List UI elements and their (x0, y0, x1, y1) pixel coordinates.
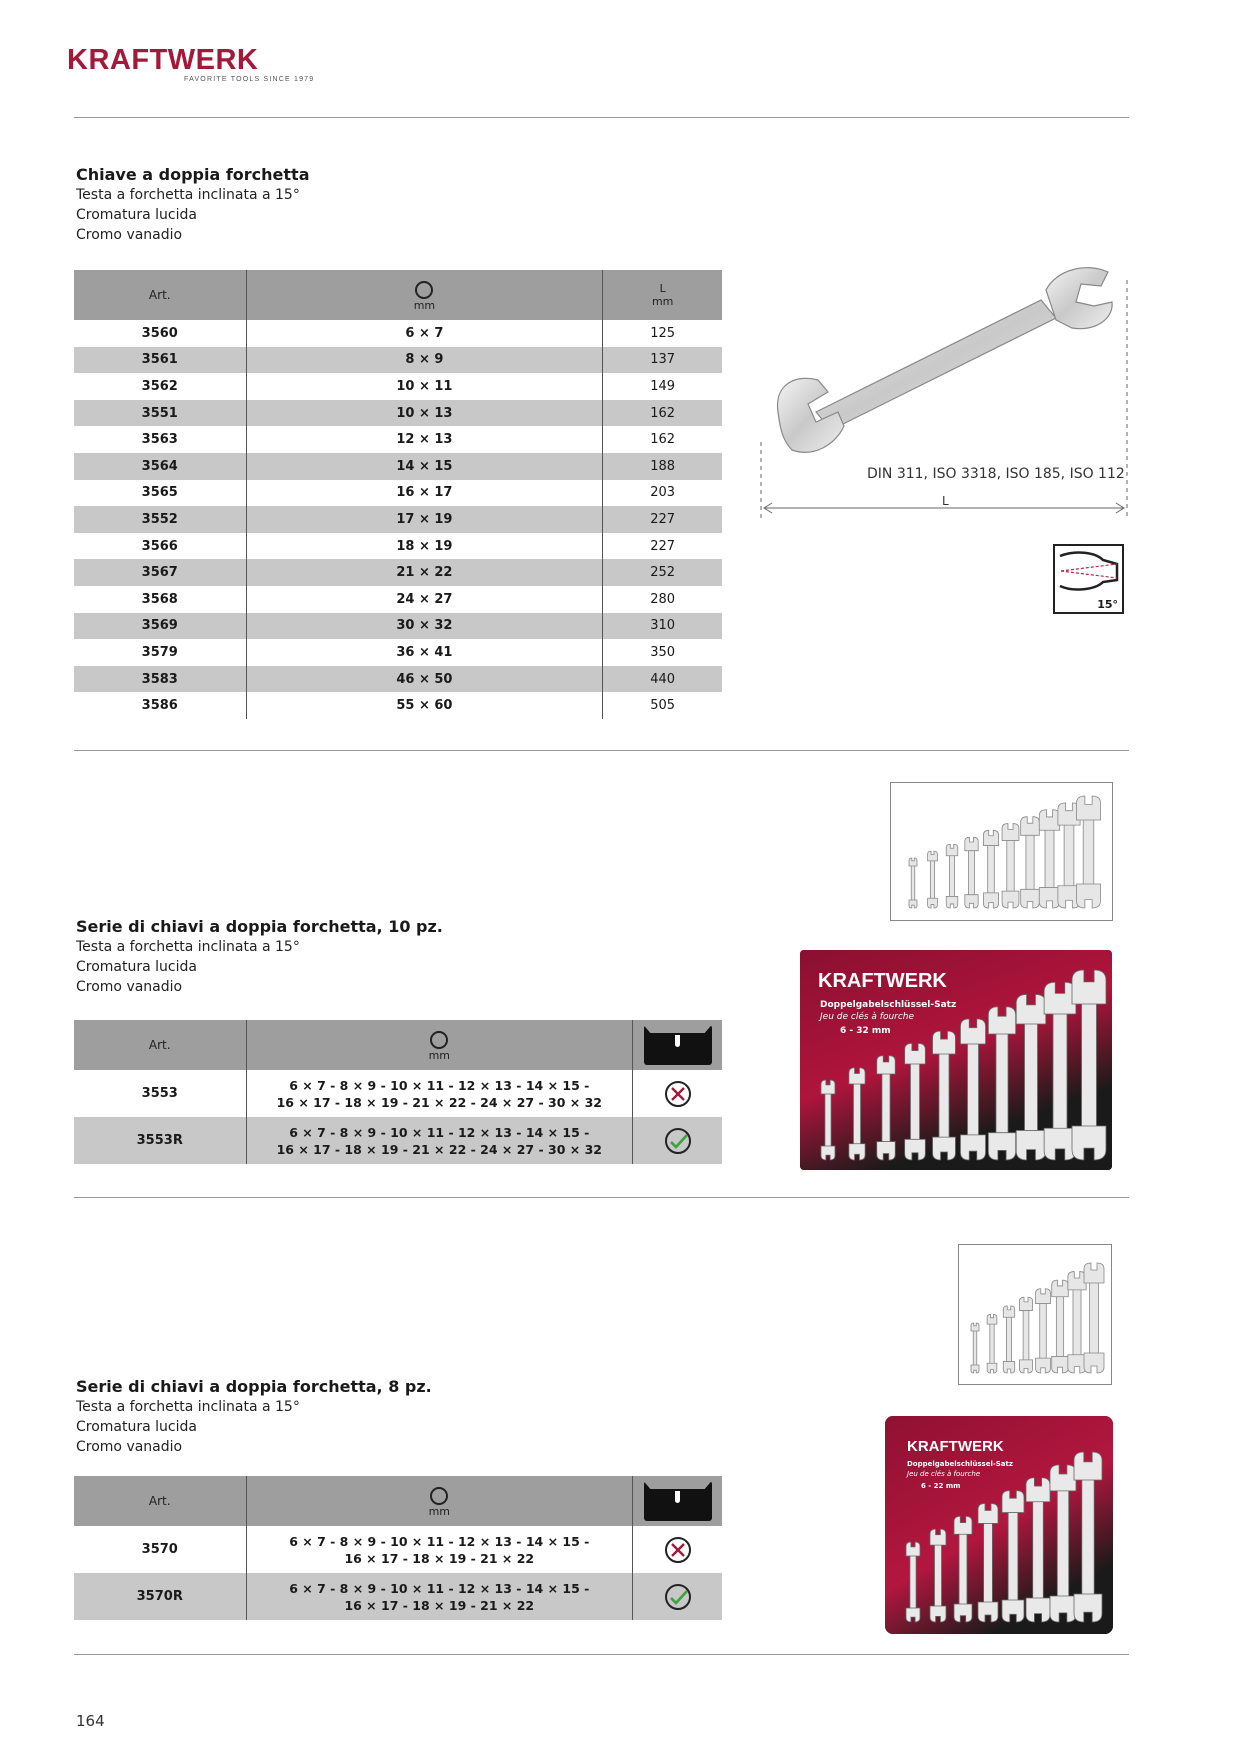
col-header-art: Art. (74, 270, 246, 320)
wrench-icon (978, 1503, 998, 1622)
table-row (74, 373, 722, 400)
brand-tagline: FAVORITE TOOLS SINCE 1979 (184, 76, 315, 83)
art-number: 3551 (74, 400, 246, 427)
wrench-length: 310 (603, 613, 722, 640)
wrench-icon (988, 1007, 1015, 1160)
wrench-icon (909, 858, 917, 908)
set-10-table (74, 1020, 722, 1164)
check-mark-icon (665, 1128, 691, 1154)
wrench-length: 162 (603, 400, 722, 427)
col-header-length (603, 270, 722, 320)
length-label: L (659, 282, 666, 295)
wrench-icon (965, 837, 978, 908)
section-title: Chiave a doppia forchetta (76, 165, 310, 184)
size-list (246, 1526, 633, 1573)
set-8-table (74, 1476, 722, 1620)
art-number: 3563 (141, 432, 178, 448)
wrench-icon (1019, 1297, 1032, 1373)
description-line: Cromo vanadio (76, 227, 183, 243)
art-number: 3553R (74, 1117, 246, 1164)
table-row (74, 666, 722, 693)
product-photo-roll-pouch (800, 950, 1112, 1170)
table-row (74, 533, 722, 560)
description-line: Testa a forchetta inclinata a 15° (76, 939, 300, 955)
wrench-icon (946, 844, 958, 908)
col-header-size (246, 1476, 633, 1526)
wrench-icon (1002, 824, 1019, 908)
wrench-icon (1036, 1289, 1051, 1373)
wrench-icon (1003, 1306, 1014, 1373)
size-list-line: 6 × 7 - 8 × 9 - 10 × 11 - 12 × 13 - 14 × 15 - (289, 1580, 590, 1596)
cross-mark-icon (665, 1537, 691, 1563)
art-number: 3568 (141, 591, 178, 607)
angle-label: 15° (1097, 598, 1118, 611)
wrench-size: 8 × 9 (246, 347, 603, 374)
length-unit: mm (651, 295, 674, 308)
wrench-icon (930, 1529, 946, 1622)
wrench-length: 188 (603, 453, 722, 480)
wrench-icon (906, 1542, 920, 1622)
wrench-size: 36 × 41 (246, 639, 603, 666)
table-row (74, 480, 722, 507)
wrench-icon (1077, 796, 1101, 908)
wrench-size: 10 × 11 (246, 373, 603, 400)
wrench-size: 17 × 19 (246, 506, 603, 533)
wrench-icon (1074, 1452, 1102, 1622)
wrench-length: 227 (603, 533, 722, 560)
table-row (74, 1573, 722, 1620)
wrench-length: 125 (603, 320, 722, 347)
table-row (74, 1526, 722, 1573)
table-row (74, 320, 722, 347)
wrench-icon (987, 1314, 997, 1373)
art-number: 3570 (141, 1542, 178, 1557)
table-row (74, 1117, 722, 1164)
col-header-art: Art. (74, 1476, 246, 1526)
art-number: 3561 (74, 347, 246, 374)
table-row (74, 400, 722, 427)
col-header-size (246, 270, 603, 320)
wrench-size: 30 × 32 (246, 613, 603, 640)
wrench-icon (933, 1031, 956, 1160)
roll-availability (633, 1526, 722, 1573)
open-end-size-icon (430, 1031, 448, 1049)
art-number: 3567 (74, 559, 246, 586)
art-number: 3560 (141, 325, 178, 341)
table-row (74, 426, 722, 453)
wrench-icon (1068, 1272, 1086, 1373)
pouch-subtitle: Jeu de clés à fourche (820, 1012, 915, 1022)
table-row (74, 586, 722, 613)
angle-15-icon (1053, 544, 1124, 614)
wrench-icon (1072, 970, 1106, 1160)
divider (74, 1197, 1129, 1198)
wrench-size: 12 × 13 (246, 426, 603, 453)
size-list-line: 16 × 17 - 18 × 19 - 21 × 22 - 24 × 27 - 30 × 32 (276, 1141, 602, 1157)
wrench-length: 280 (603, 586, 722, 613)
size-list-line: 16 × 17 - 18 × 19 - 21 × 22 (344, 1550, 535, 1566)
description-line: Cromo vanadio (76, 1439, 183, 1455)
size-unit: mm (413, 298, 436, 312)
pouch-brand: KRAFTWERK (907, 1438, 1004, 1455)
col-header-roll (633, 1476, 722, 1526)
description-line: Cromatura lucida (76, 207, 197, 223)
brand-name: KRAFTWERK (67, 44, 259, 76)
section-title: Serie di chiavi a doppia forchetta, 8 pz. (76, 1377, 432, 1396)
wrench-size: 21 × 22 (246, 559, 603, 586)
wrench-size: 14 × 15 (246, 453, 603, 480)
wrench-icon (849, 1068, 865, 1160)
open-end-size-icon (430, 1487, 448, 1505)
wrench-size: 46 × 50 (246, 666, 603, 693)
art-number: 3570R (74, 1573, 246, 1620)
wrench-size: 6 × 7 (246, 320, 603, 347)
col-header-size (246, 1020, 633, 1070)
open-end-size-icon (415, 281, 433, 299)
section-title: Serie di chiavi a doppia forchetta, 10 pz. (76, 917, 443, 936)
pouch-range: 6 - 22 mm (921, 1482, 961, 1490)
roll-availability (633, 1117, 722, 1164)
table-row (74, 559, 722, 586)
art-number: 3583 (74, 666, 246, 693)
size-unit: mm (428, 1048, 450, 1062)
wrench-icon (983, 830, 998, 908)
description-line: Cromatura lucida (76, 1419, 197, 1435)
wrench-illustration (756, 262, 1136, 524)
wrench-size: 16 × 17 (246, 480, 603, 507)
description-line: Cromatura lucida (76, 959, 197, 975)
table-row (74, 639, 722, 666)
wrench-table (74, 270, 722, 719)
art-number: 3552 (74, 506, 246, 533)
divider (74, 750, 1129, 751)
product-photo-roll-pouch (885, 1416, 1113, 1634)
wrench-length: 227 (603, 506, 722, 533)
wrench-length: 440 (603, 666, 722, 693)
wrench-length: 252 (603, 559, 722, 586)
wrench-size: 55 × 60 (246, 692, 603, 719)
wrench-icon (971, 1323, 979, 1373)
size-list-line: 16 × 17 - 18 × 19 - 21 × 22 - 24 × 27 - 30 × 32 (276, 1094, 602, 1110)
art-number: 3564 (74, 453, 246, 480)
wrench-length: 203 (603, 480, 722, 507)
wrench-icon (954, 1516, 972, 1622)
divider (74, 1654, 1129, 1655)
divider (74, 117, 1129, 118)
product-photo-wrench-set (890, 782, 1113, 921)
wrench-icon (821, 1080, 835, 1160)
pouch-title: Doppelgabelschlüssel-Satz (820, 1000, 957, 1010)
pouch-title: Doppelgabelschlüssel-Satz (907, 1460, 1013, 1468)
roll-pouch-icon (644, 1481, 712, 1521)
section-description (76, 185, 300, 245)
pouch-range: 6 - 32 mm (840, 1026, 891, 1036)
roll-pouch-icon (644, 1025, 712, 1065)
wrench-icon (1084, 1263, 1104, 1373)
wrench-icon (1039, 810, 1059, 908)
wrench-size: 24 × 27 (246, 586, 603, 613)
size-list-line: 16 × 17 - 18 × 19 - 21 × 22 (344, 1597, 535, 1613)
product-photo-wrench-set (958, 1244, 1112, 1385)
wrench-icon (960, 1019, 985, 1160)
wrench-length: 162 (603, 426, 722, 453)
col-header-roll (633, 1020, 722, 1070)
size-list (246, 1070, 633, 1117)
wrench-icon (1002, 1491, 1024, 1622)
art-number: 3553 (141, 1086, 178, 1101)
dimension-label: L (942, 494, 949, 508)
description-line: Cromo vanadio (76, 979, 183, 995)
col-header-art: Art. (74, 1020, 246, 1070)
art-number: 3569 (74, 613, 246, 640)
size-unit: mm (428, 1504, 450, 1518)
wrench-icon (1044, 982, 1076, 1160)
art-number: 3586 (141, 698, 178, 714)
section-description (76, 1397, 300, 1457)
wrench-icon (1026, 1478, 1050, 1622)
table-row (74, 692, 722, 719)
wrench-length: 137 (603, 347, 722, 374)
pouch-subtitle: Jeu de clés à fourche (907, 1470, 981, 1478)
description-line: Testa a forchetta inclinata a 15° (76, 1399, 300, 1415)
wrench-size: 10 × 13 (246, 400, 603, 427)
wrench-length: 505 (603, 692, 722, 719)
roll-availability (633, 1573, 722, 1620)
pouch-brand: KRAFTWERK (818, 970, 947, 992)
art-number: 3565 (141, 485, 178, 501)
roll-availability (633, 1070, 722, 1117)
wrench-icon (928, 851, 938, 908)
wrench-length: 149 (603, 373, 722, 400)
brand-logo (67, 44, 317, 90)
wrench-icon (905, 1043, 926, 1160)
cross-mark-icon (665, 1081, 691, 1107)
wrench-icon (1052, 1280, 1069, 1373)
description-line: Testa a forchetta inclinata a 15° (76, 187, 300, 203)
size-list (246, 1573, 633, 1620)
size-list-line: 6 × 7 - 8 × 9 - 10 × 11 - 12 × 13 - 14 × 15 - (289, 1077, 590, 1093)
size-list-line: 6 × 7 - 8 × 9 - 10 × 11 - 12 × 13 - 14 × 15 - (289, 1124, 590, 1140)
table-row (74, 506, 722, 533)
wrench-size: 18 × 19 (246, 533, 603, 560)
page-number: 164 (76, 1712, 105, 1730)
table-row (74, 613, 722, 640)
art-number: 3579 (141, 644, 178, 660)
size-list (246, 1117, 633, 1164)
table-row (74, 1070, 722, 1117)
wrench-icon (1021, 817, 1040, 908)
section-description (76, 937, 300, 997)
table-row (74, 453, 722, 480)
check-mark-icon (665, 1584, 691, 1610)
wrench-icon (877, 1056, 895, 1160)
size-list-line: 6 × 7 - 8 × 9 - 10 × 11 - 12 × 13 - 14 × 15 - (289, 1533, 590, 1549)
standards-text: DIN 311, ISO 3318, ISO 185, ISO 112 (867, 466, 1125, 482)
wrench-icon (1016, 994, 1046, 1160)
art-number: 3566 (141, 538, 178, 554)
wrench-length: 350 (603, 639, 722, 666)
wrench-icon (1050, 1465, 1076, 1622)
art-number: 3562 (141, 378, 178, 394)
table-row (74, 347, 722, 374)
